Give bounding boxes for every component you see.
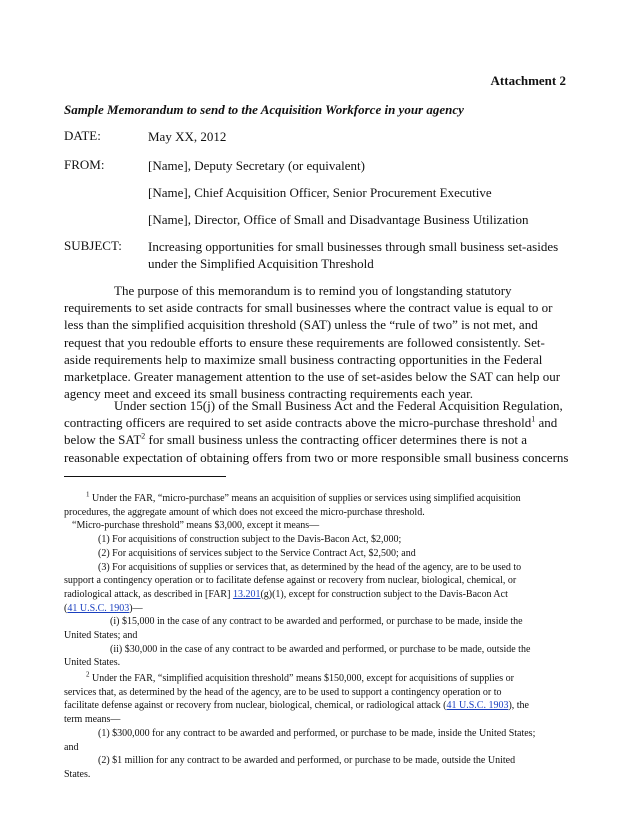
footnote-2 bbox=[64, 672, 574, 782]
footnote-line: term means— bbox=[64, 714, 121, 726]
footnote-line: services that, as determined by the head of the agency, are to be used to support a contingency operation or to bbox=[64, 686, 502, 698]
footnote-line: United States; and bbox=[64, 630, 138, 642]
para1-line: agency meet and exceed its small business contracting requirements each year. bbox=[64, 386, 473, 402]
footnote-line: (1) For acquisitions of construction subject to the Davis-Bacon Act, $2,000; bbox=[98, 534, 402, 546]
from-label: FROM: bbox=[64, 157, 105, 172]
date-label: DATE: bbox=[64, 128, 101, 143]
para1-line: requirements to set aside contracts for small businesses where the contract value is equal to or bbox=[64, 300, 553, 316]
far-13-201-link[interactable]: 13.201 bbox=[232, 588, 261, 600]
footnote-line: facilitate defense against or recovery from nuclear, biological, chemical, or radiological attack (41 U.S.C. 1903), the bbox=[64, 700, 529, 712]
para1-line: marketplace. Greater management attention to the use of set-asides below the SAT can help our bbox=[64, 369, 561, 385]
para2-line: contracting officers are required to set aside contracts above the micro-purchase threshold$^1$ and bbox=[64, 414, 558, 431]
paragraph-2 bbox=[64, 397, 574, 466]
from-line-3: [Name], Director, Office of Small and Disadvantage Business Utilization bbox=[148, 212, 529, 227]
para1-line: request that you redouble efforts to ensure these requirements are followed consistently. Set- bbox=[64, 334, 545, 350]
footnote-divider bbox=[64, 476, 226, 477]
para2-line: Under section 15(j) of the Small Business Act and the Federal Acquisition Regulation, bbox=[114, 398, 563, 413]
footnote-line: (41 U.S.C. 1903)— bbox=[64, 602, 143, 614]
from-line-1: [Name], Deputy Secretary (or equivalent) bbox=[148, 158, 365, 173]
subject-line-2: under the Simplified Acquisition Threshold bbox=[148, 256, 374, 271]
footnote-line: $^1$ Under the FAR, “micro-purchase” means an acquisition of supplies or services using simplified acquisition bbox=[86, 490, 521, 504]
footnote-1 bbox=[64, 492, 574, 670]
footnote-line: United States. bbox=[64, 657, 121, 669]
subject-line-1: Increasing opportunities for small businesses through small business set-asides bbox=[148, 239, 559, 254]
footnote-number: 1 bbox=[86, 490, 90, 499]
footnote-line: $^2$ Under the FAR, “simplified acquisition threshold” means $150,000, except for acquisitions of supplies or bbox=[86, 670, 514, 684]
attachment-label: Attachment 2 bbox=[490, 73, 566, 88]
para1-line: less than the simplified acquisition threshold (SAT) unless the “rule of two” is not met, and bbox=[64, 317, 538, 333]
footnote-line: (1) $300,000 for any contract to be awarded and performed, or purchase to be made, inside the United States; bbox=[98, 727, 536, 739]
paragraph-1 bbox=[64, 282, 574, 402]
para2-line: below the SAT$^2$ for small business unless the contracting officer determines there is not a bbox=[64, 432, 527, 448]
from-line-2: [Name], Chief Acquisition Officer, Senior Procurement Executive bbox=[148, 185, 492, 200]
footnote-line: (3) For acquisitions of supplies or services that, as determined by the head of the agency, are to be used to bbox=[98, 561, 522, 573]
usc-1903-link[interactable]: 41 U.S.C. 1903 bbox=[446, 700, 509, 712]
usc-1903-link[interactable]: 41 U.S.C. 1903 bbox=[67, 602, 130, 614]
footnote-line: States. bbox=[64, 768, 91, 780]
footnote-line: (i) $15,000 in the case of any contract to be awarded and performed, or purchase to be made, inside the bbox=[110, 616, 523, 628]
subject-label: SUBJECT: bbox=[64, 238, 122, 253]
footnote-line: procedures, the aggregate amount of which does not exceed the micro-purchase threshold. bbox=[64, 506, 425, 518]
memo-title: Sample Memorandum to send to the Acquisition Workforce in your agency bbox=[64, 102, 464, 117]
footnote-line: (2) $1 million for any contract to be awarded and performed, or purchase to be made, outside the United bbox=[98, 755, 516, 767]
footnote-number: 2 bbox=[86, 670, 90, 679]
para2-line: reasonable expectation of obtaining offers from two or more responsible small business concerns bbox=[64, 449, 569, 465]
footnote-line: radiological attack, as described in [FAR] 13.201(g)(1), except for construction subject to the Davis-Bacon Act bbox=[64, 588, 508, 600]
footnote-ref-2[interactable]: 2 bbox=[141, 432, 146, 442]
footnote-line: (ii) $30,000 in the case of any contract to be awarded and performed, or purchase to be made, outside the bbox=[110, 643, 531, 655]
date-value: May XX, 2012 bbox=[148, 129, 227, 144]
para1-line: aside requirements help to maximize small business contracting opportunities in the Federal bbox=[64, 351, 543, 367]
footnote-line: and bbox=[64, 741, 79, 753]
footnote-line: support a contingency operation or to facilitate defense against or recovery from nuclear, biological, chemical, or bbox=[64, 575, 517, 587]
footnote-ref-1[interactable]: 1 bbox=[531, 414, 536, 424]
footnote-line: (2) For acquisitions of services subject to the Service Contract Act, $2,500; and bbox=[98, 547, 416, 559]
footnote-line: “Micro-purchase threshold” means $3,000, except it means— bbox=[72, 520, 320, 532]
para1-line: The purpose of this memorandum is to remind you of longstanding statutory bbox=[114, 283, 512, 298]
